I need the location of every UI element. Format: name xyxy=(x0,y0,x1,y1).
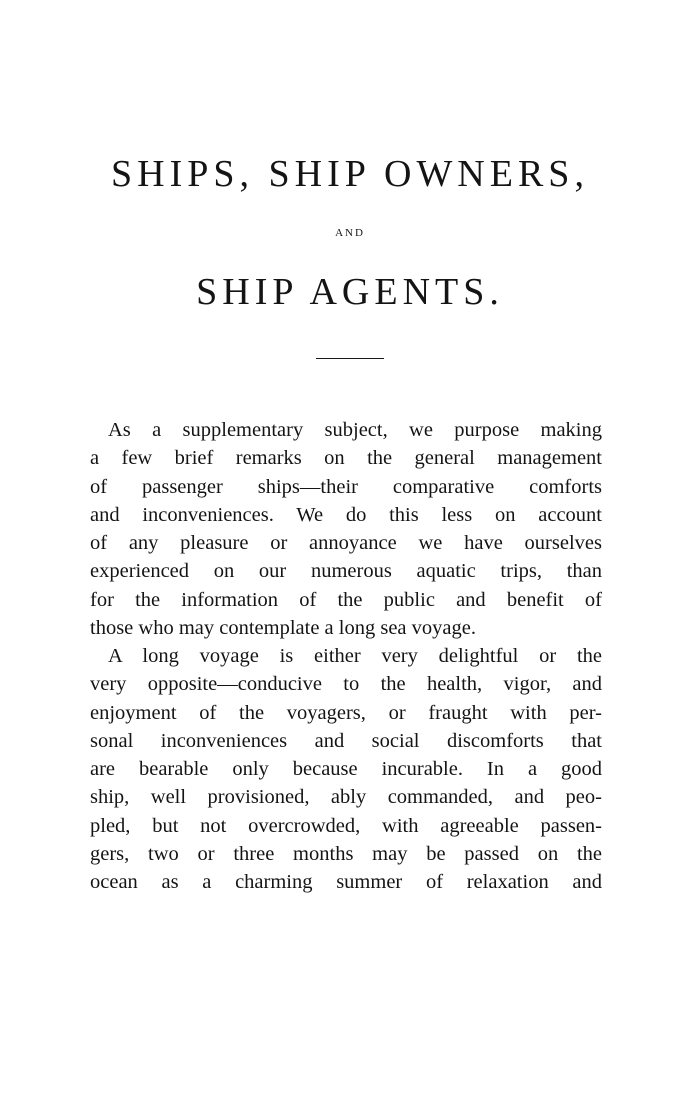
chapter-title-conjunction: AND xyxy=(335,227,365,239)
text-line: sonal inconveniences and social discomforts that xyxy=(90,729,602,752)
text-line: enjoyment of the voyagers, or fraught with per- xyxy=(90,701,602,724)
text-line: ship, well provisioned, ably commanded, and peo- xyxy=(90,786,602,809)
text-line: those who may contemplate a long sea voyage. xyxy=(90,616,476,639)
chapter-title-line-1: SHIPS, SHIP OWNERS, xyxy=(111,153,589,195)
body-text xyxy=(90,416,602,896)
text-line: of passenger ships—their comparative comforts xyxy=(90,475,602,498)
text-line: for the information of the public and benefit of xyxy=(90,588,602,611)
text-line: very opposite—conducive to the health, vigor, and xyxy=(90,673,602,696)
text-line: A long voyage is either very delightful or the xyxy=(108,645,602,667)
text-line: ocean as a charming summer of relaxation and xyxy=(90,871,602,893)
title-divider-rule xyxy=(316,358,384,359)
text-line: experienced on our numerous aquatic trips, than xyxy=(90,560,602,583)
text-line: are bearable only because incurable. In a good xyxy=(90,758,602,780)
text-line: As a supplementary subject, we purpose making xyxy=(108,419,602,441)
text-line: pled, but not overcrowded, with agreeable passen- xyxy=(90,814,602,837)
text-line: and inconveniences. We do this less on account xyxy=(90,503,602,526)
text-line: of any pleasure or annoyance we have ourselves xyxy=(90,532,602,554)
text-line: gers, two or three months may be passed on the xyxy=(90,842,602,865)
text-line: a few brief remarks on the general management xyxy=(90,447,602,470)
chapter-title-line-2: SHIP AGENTS. xyxy=(196,271,504,313)
